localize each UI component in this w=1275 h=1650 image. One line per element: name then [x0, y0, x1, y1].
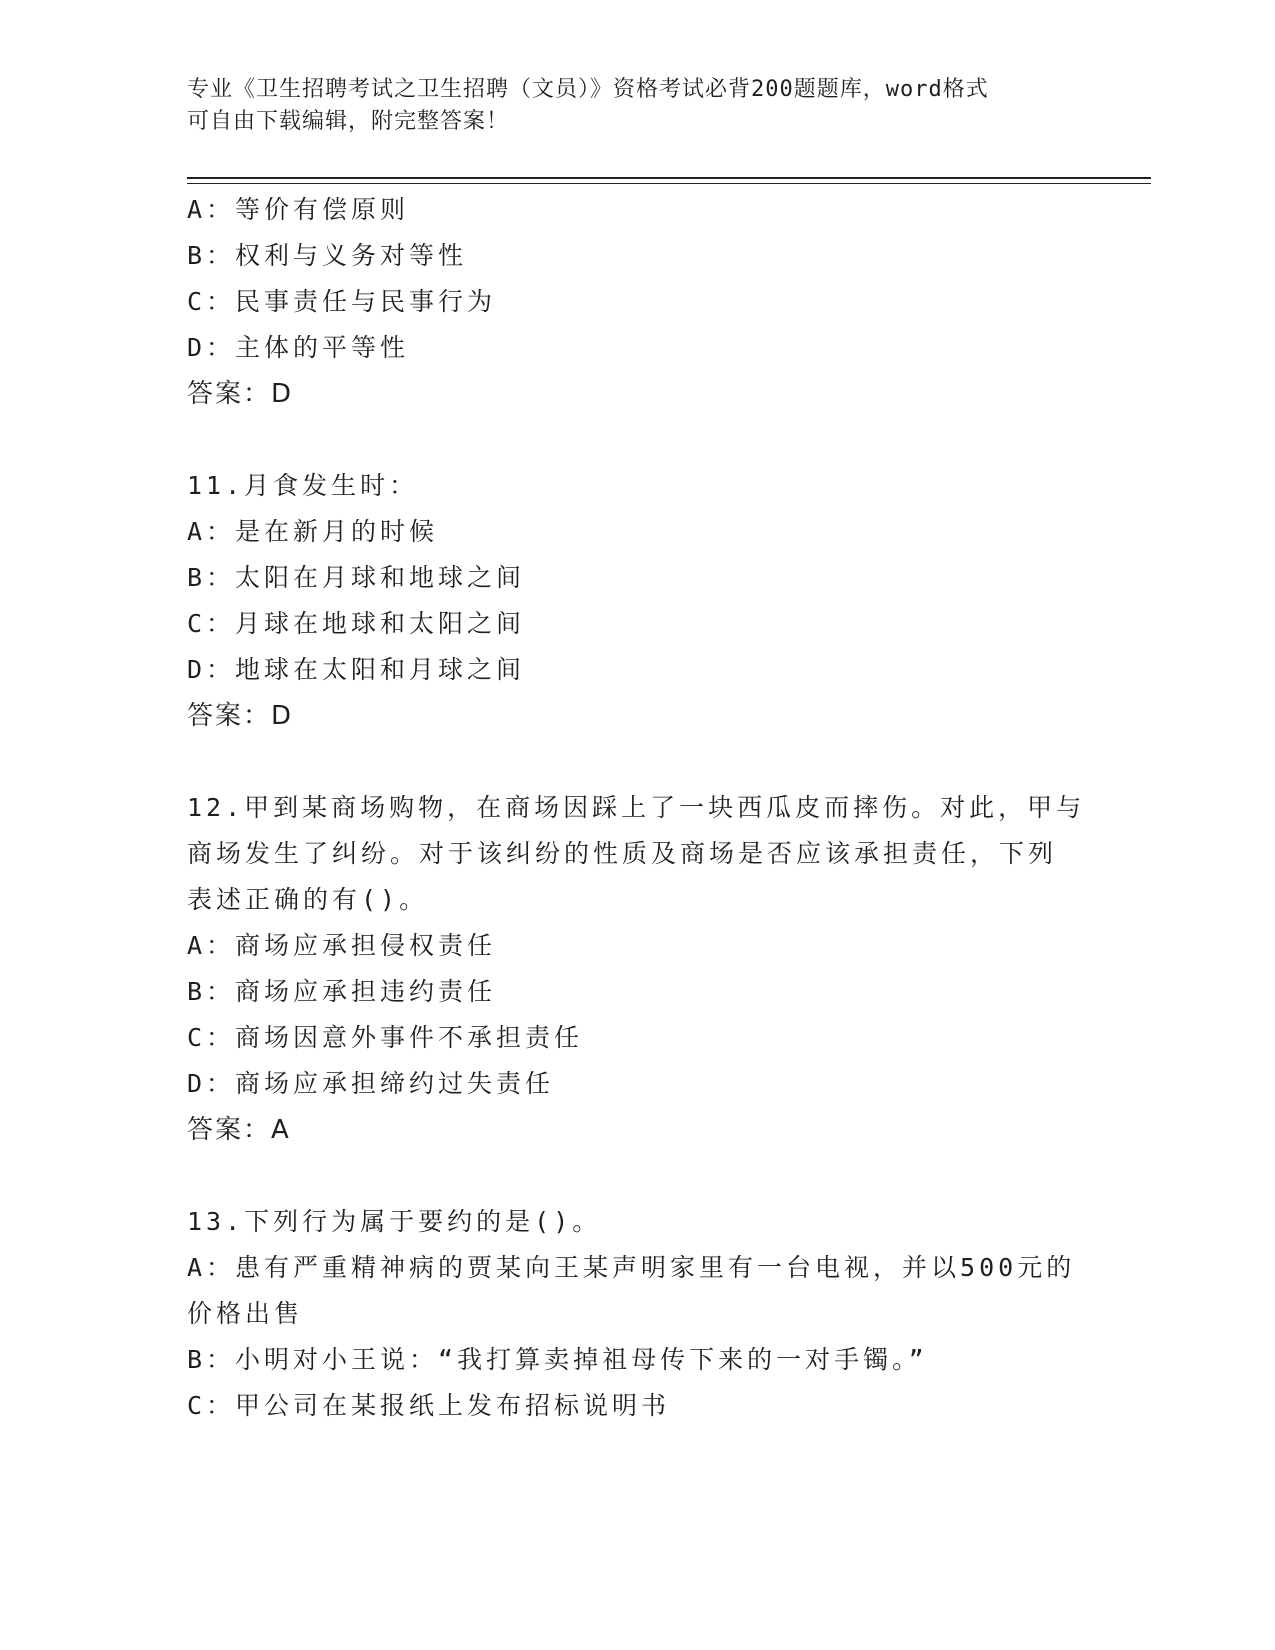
question-13-block — [187, 1199, 1087, 1429]
option-a-continued: 价格出售 — [187, 1299, 304, 1328]
option-c: C：甲公司在某报纸上发布招标说明书 — [187, 1391, 671, 1420]
spacer — [187, 417, 1087, 463]
question-stem-line: 商场发生了纠纷。对于该纠纷的性质及商场是否应该承担责任，下列 — [187, 839, 1058, 868]
option-b: B：太阳在月球和地球之间 — [187, 563, 526, 592]
answer-line: 答案：A — [187, 1115, 291, 1145]
option-b: B：小明对小王说：“我打算卖掉祖母传下来的一对手镯。” — [187, 1345, 928, 1374]
option-c: C：民事责任与民事行为 — [187, 287, 497, 316]
answer-line: 答案：D — [187, 379, 294, 409]
question-stem: 13.下列行为属于要约的是()。 — [187, 1207, 602, 1236]
question-12-block — [187, 785, 1087, 1153]
option-a: A：商场应承担侵权责任 — [187, 931, 497, 960]
option-d: D：商场应承担缔约过失责任 — [187, 1069, 555, 1098]
question-stem-line: 12.甲到某商场购物，在商场因踩上了一块西瓜皮而摔伤。对此，甲与 — [187, 793, 1086, 822]
header-line-2: 可自由下载编辑，附完整答案！ — [187, 109, 510, 134]
spacer — [187, 739, 1087, 785]
answer-line: 答案：D — [187, 701, 294, 731]
option-d: D：主体的平等性 — [187, 333, 410, 362]
option-a: A：等价有偿原则 — [187, 195, 410, 224]
header-divider-thin — [187, 183, 1151, 184]
option-a: A：是在新月的时候 — [187, 517, 439, 546]
question-stem: 11.月食发生时： — [187, 471, 419, 500]
question-content — [187, 187, 1087, 1429]
option-d: D：地球在太阳和月球之间 — [187, 655, 526, 684]
option-c: C：商场因意外事件不承担责任 — [187, 1023, 584, 1052]
option-b: B：商场应承担违约责任 — [187, 977, 497, 1006]
header-line-1: 专业《卫生招聘考试之卫生招聘（文员）》资格考试必背200题题库，word格式 — [187, 77, 989, 102]
question-10-block — [187, 187, 1087, 417]
document-header — [187, 74, 1087, 138]
spacer — [187, 1153, 1087, 1199]
header-divider-thick — [187, 177, 1151, 179]
option-a: A：患有严重精神病的贾某向王某声明家里有一台电视，并以500元的 — [187, 1253, 1076, 1282]
question-stem-line: 表述正确的有()。 — [187, 885, 429, 914]
question-11-block — [187, 463, 1087, 739]
option-c: C：月球在地球和太阳之间 — [187, 609, 526, 638]
option-b: B：权利与义务对等性 — [187, 241, 468, 270]
